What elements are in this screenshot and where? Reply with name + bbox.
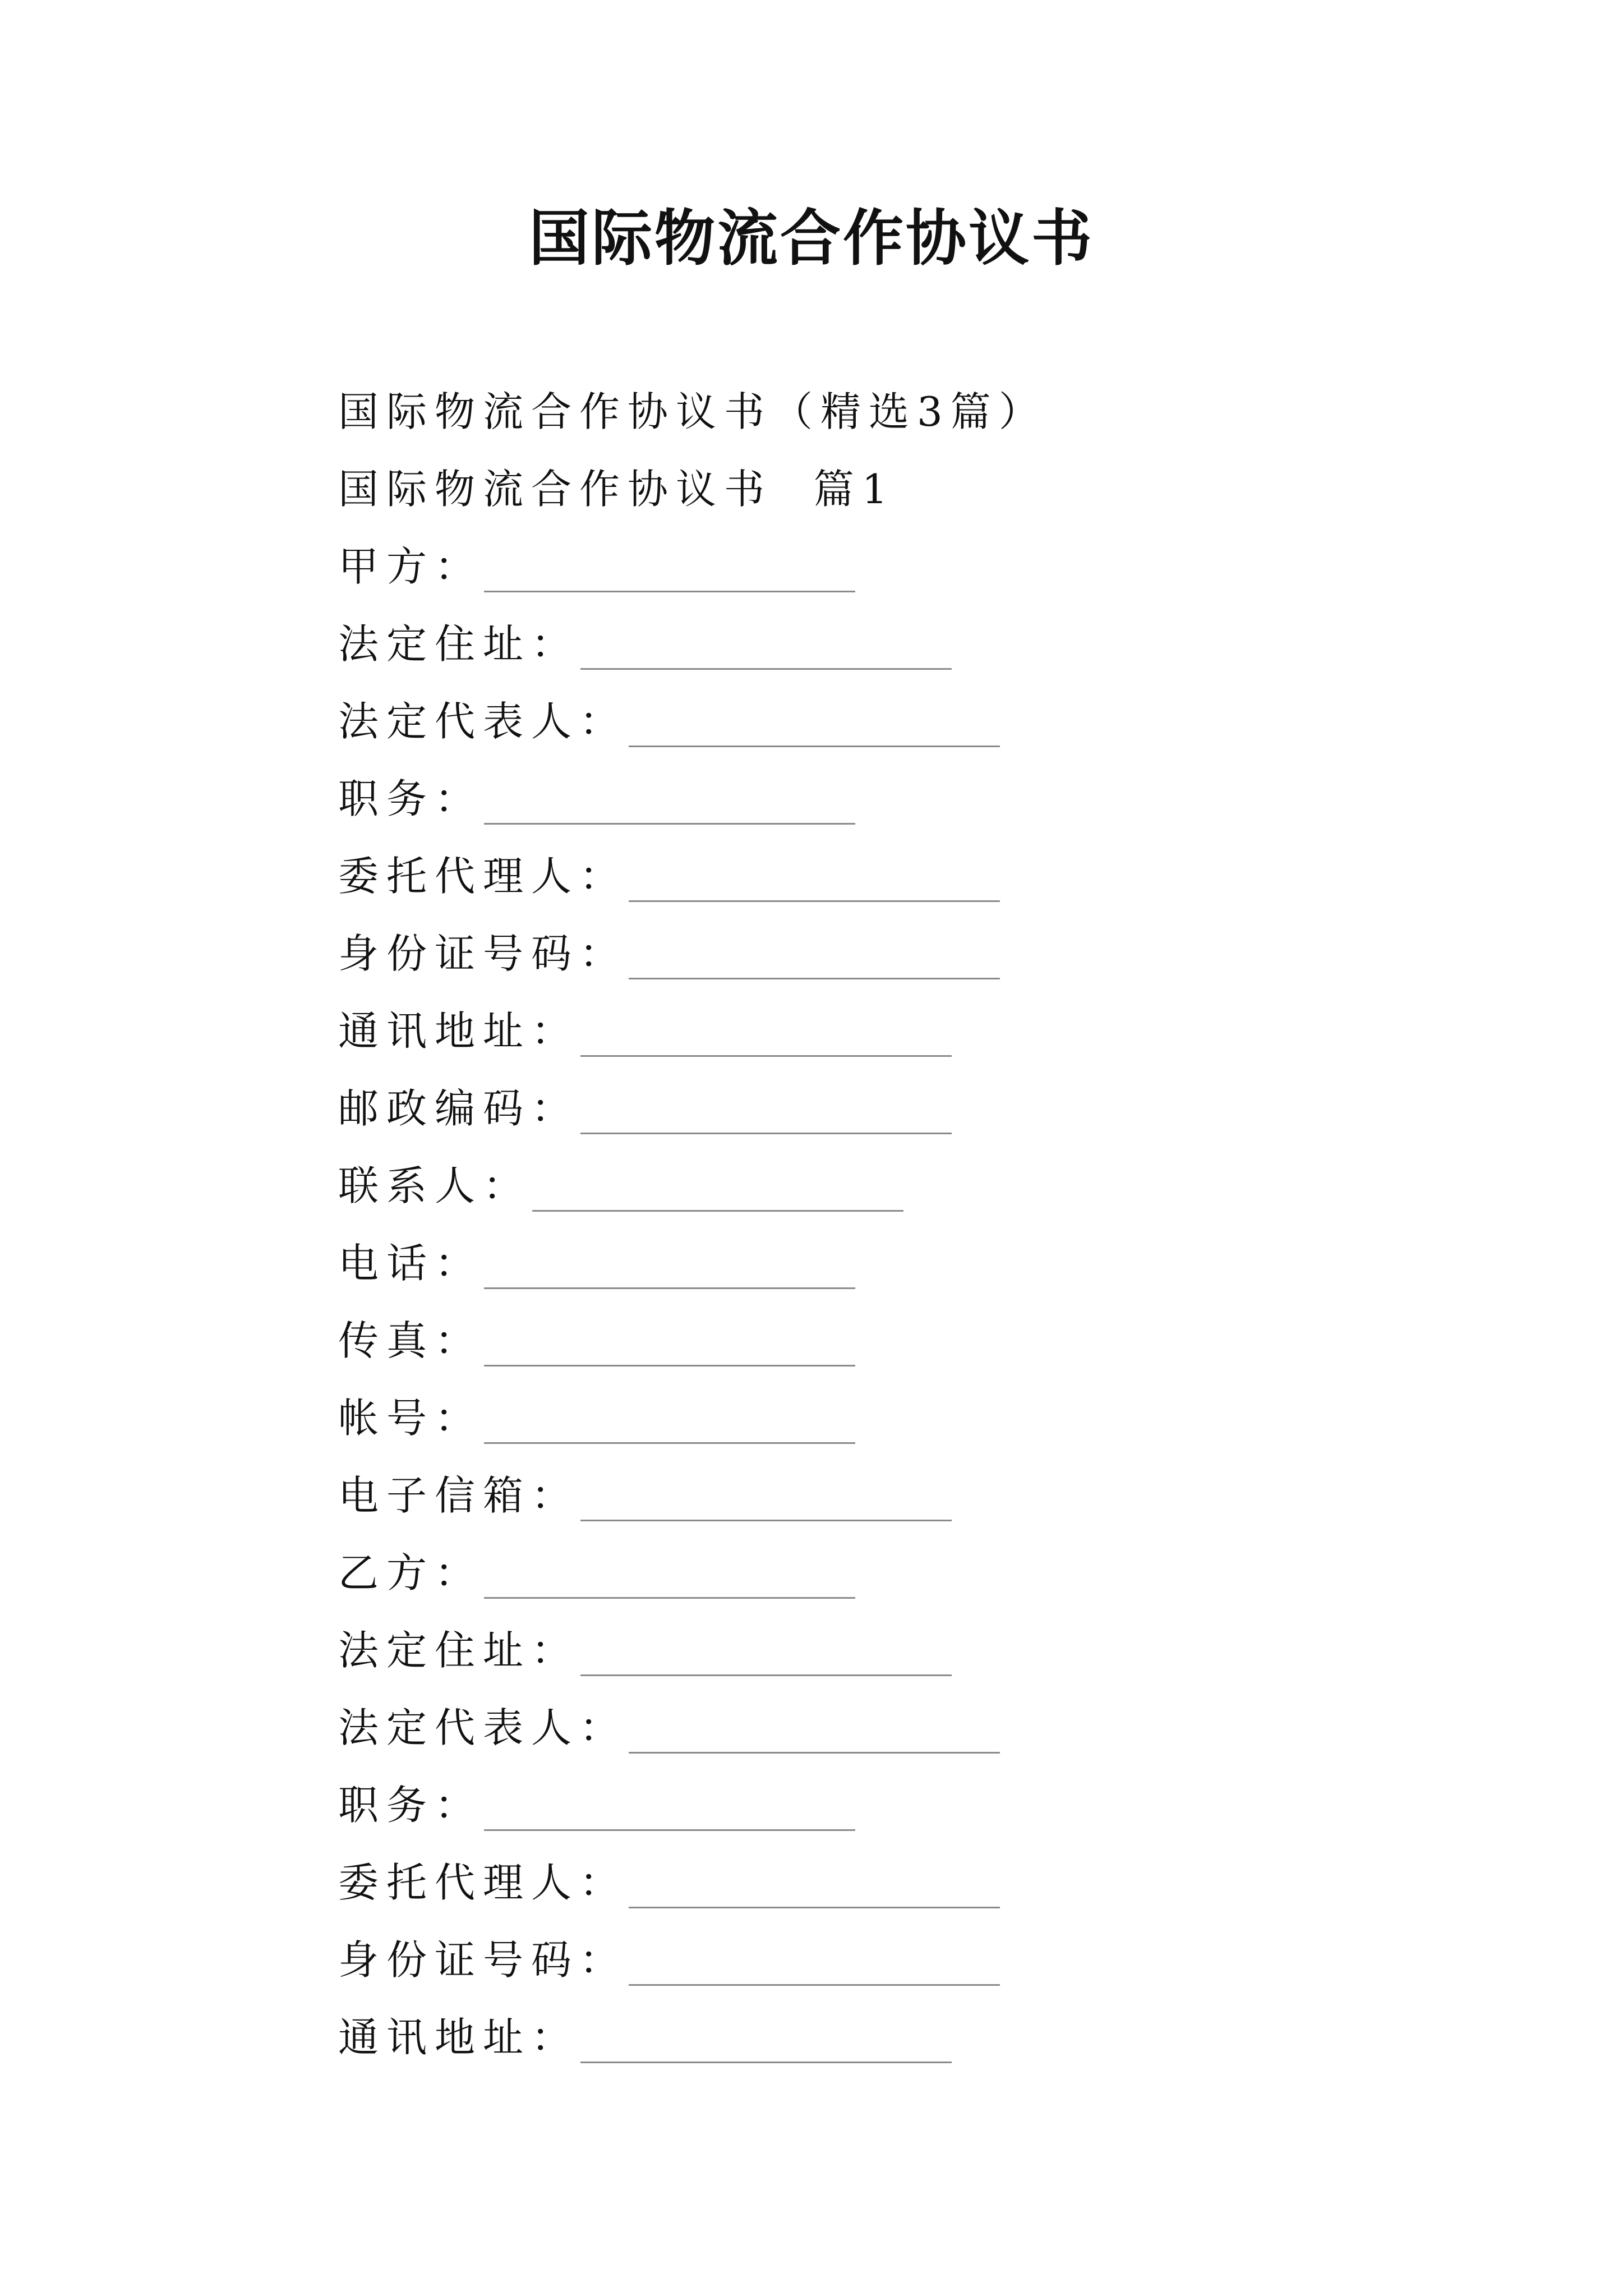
field-blank-line[interactable] bbox=[629, 862, 1000, 902]
field-blank-line[interactable] bbox=[580, 1017, 952, 1057]
field-label: 身份证号码： bbox=[338, 1936, 628, 1984]
form-field-row bbox=[338, 760, 1460, 838]
field-blank-line[interactable] bbox=[484, 553, 855, 592]
field-label: 通讯地址： bbox=[338, 2014, 580, 2061]
document-title: 国际物流合作协议书 bbox=[528, 203, 1094, 274]
field-label: 电话： bbox=[338, 1240, 483, 1287]
field-label: 甲方： bbox=[338, 543, 483, 590]
form-field-row bbox=[338, 1534, 1460, 1612]
form-field-row bbox=[338, 915, 1460, 992]
field-blank-line[interactable] bbox=[532, 1172, 903, 1212]
form-field-row bbox=[338, 605, 1460, 683]
form-field-row bbox=[338, 1844, 1460, 1921]
field-label: 通讯地址： bbox=[338, 1007, 580, 1055]
field-label: 委托代理人： bbox=[338, 853, 628, 900]
field-label: 法定住址： bbox=[338, 1627, 580, 1674]
form-field-row bbox=[338, 838, 1460, 915]
field-blank-line[interactable] bbox=[484, 1249, 855, 1289]
field-blank-line[interactable] bbox=[629, 940, 1000, 979]
form-field-row bbox=[338, 1379, 1460, 1457]
field-label: 职务： bbox=[338, 1782, 483, 1829]
form-field-row bbox=[338, 683, 1460, 760]
form-field-row bbox=[338, 1457, 1460, 1534]
field-blank-line[interactable] bbox=[484, 1791, 855, 1831]
field-blank-line[interactable] bbox=[484, 1327, 855, 1366]
field-label: 联系人： bbox=[338, 1162, 532, 1209]
form-field-row bbox=[338, 1147, 1460, 1225]
field-label: 邮政编码： bbox=[338, 1085, 580, 1132]
section-heading-line bbox=[338, 450, 1460, 528]
field-blank-line[interactable] bbox=[629, 1946, 1000, 1986]
field-label: 法定住址： bbox=[338, 620, 580, 668]
field-blank-line[interactable] bbox=[580, 1481, 952, 1521]
form-field-row bbox=[338, 1766, 1460, 1844]
field-label: 电子信箱： bbox=[338, 1472, 580, 1519]
section-heading: 国际物流合作协议书 篇1 bbox=[338, 466, 896, 513]
form-field-row bbox=[338, 1689, 1460, 1766]
field-label: 法定代表人： bbox=[338, 1704, 628, 1751]
field-blank-line[interactable] bbox=[580, 1636, 952, 1676]
field-blank-line[interactable] bbox=[629, 1714, 1000, 1754]
form-field-row bbox=[338, 1070, 1460, 1147]
form-field-row bbox=[338, 1612, 1460, 1689]
form-field-row bbox=[338, 1302, 1460, 1379]
field-label: 法定代表人： bbox=[338, 698, 628, 745]
field-label: 帐号： bbox=[338, 1395, 483, 1442]
field-label: 身份证号码： bbox=[338, 930, 628, 977]
document-body bbox=[338, 373, 1460, 2076]
field-blank-line[interactable] bbox=[484, 1404, 855, 1444]
field-blank-line[interactable] bbox=[580, 630, 952, 670]
field-label: 乙方： bbox=[338, 1549, 483, 1596]
field-blank-line[interactable] bbox=[580, 2023, 952, 2063]
field-blank-line[interactable] bbox=[484, 1559, 855, 1599]
document-subtitle: 国际物流合作协议书（精选3篇） bbox=[338, 388, 1047, 435]
field-label: 职务： bbox=[338, 775, 483, 822]
form-field-row bbox=[338, 1921, 1460, 1999]
field-blank-line[interactable] bbox=[629, 707, 1000, 747]
form-field-row bbox=[338, 528, 1460, 605]
field-label: 委托代理人： bbox=[338, 1859, 628, 1906]
form-field-row bbox=[338, 1225, 1460, 1302]
field-blank-line[interactable] bbox=[629, 1869, 1000, 1908]
form-field-row bbox=[338, 1999, 1460, 2076]
form-field-row bbox=[338, 992, 1460, 1070]
field-blank-line[interactable] bbox=[484, 785, 855, 825]
field-blank-line[interactable] bbox=[580, 1094, 952, 1134]
subtitle-line bbox=[338, 373, 1460, 450]
field-label: 传真： bbox=[338, 1317, 483, 1364]
